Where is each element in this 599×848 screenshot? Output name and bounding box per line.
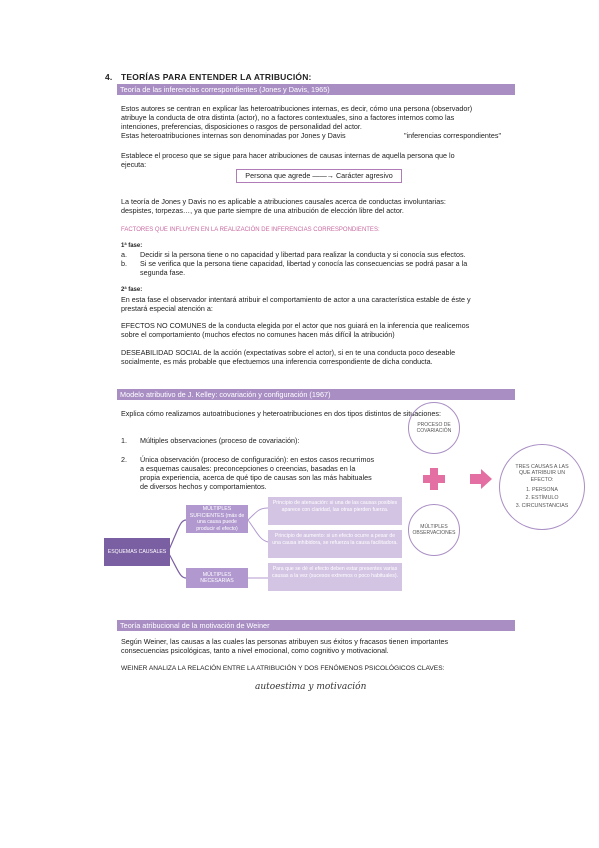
process-box: Persona que agrede ——→ Carácter agresivo xyxy=(236,169,402,183)
para1-line4: Estas heteroatribuciones internas son denominadas por Jones y Davis xyxy=(121,131,346,140)
weiner-para-line1: Según Weiner, las causas a las cuales las personas atribuyen sus éxitos y fracasos tienen importantes xyxy=(121,637,449,646)
section-bar-jones-davis: Teoría de las inferencias correspondientes (Jones y Davis, 1965) xyxy=(117,84,515,95)
effects-line1: EFECTOS NO COMUNES de la conducta elegida por el actor que nos guiará en la inferencia que realicemos xyxy=(121,321,470,330)
desirability-line2: socialmente, es más probable que efectuemos una inferencia correspondiente de dicha conducta. xyxy=(121,357,433,366)
factors-title: FACTORES QUE INFLUYEN EN LA REALIZACIÓN DE INFERENCIAS CORRESPONDIENTES: xyxy=(121,227,380,233)
kelley-item2-line1: Única observación (proceso de configuración): en estos casos recurrimos xyxy=(140,455,375,464)
weiner-para-line2: consecuencias psicológicas, tanto a nivel emocional, como cognitivo y motivacional. xyxy=(121,646,389,655)
kelley-item2-line4: de diversos hechos y comportamientos. xyxy=(140,482,267,491)
circle-three-causes xyxy=(499,444,585,530)
phase1-b-text1: Si se verifica que la persona tiene capacidad, libertad y conocía las consecuencias se podrá pasar a la xyxy=(140,259,468,268)
three-causes-item-2: 2. ESTÍMULO xyxy=(525,495,559,502)
circle-covariation xyxy=(408,402,460,454)
quote-text: "inferencias correspondientes" xyxy=(404,131,501,140)
schema-leaf-augmentation: Principio de aumento: si un efecto ocurre a pesar de una causa inhibidora, se refuerza la causa facilitadora. xyxy=(268,530,402,558)
circle-multiple-observations xyxy=(408,504,460,556)
schema-leaf-necessary: Para que se dé el efecto deben estar presentes varias causas a la vez (sucesos extremos o poco habituales). xyxy=(268,563,402,591)
para3-line2: despistes, torpezas…, ya que parte siempre de una atribución de elección libre del actor. xyxy=(121,206,404,215)
kelley-item2-line2: a esquemas causales: preconcepciones o creencias, basadas en la xyxy=(140,464,356,473)
section-number: 4. xyxy=(105,72,113,82)
phase1-b-text2: segunda fase. xyxy=(140,268,186,277)
plus-icon xyxy=(423,468,445,490)
phase1-a-mark: a. xyxy=(121,250,127,259)
circle-covariation-label: PROCESO DE COVARIACIÓN xyxy=(416,422,452,434)
para1-line1: Estos autores se centran en explicar las heteroatribuciones internas, es decir, cómo una persona (observador) xyxy=(121,104,473,113)
effects-line2: sobre el comportamiento (muchos efectos no comunes hacen más difícil la atribución) xyxy=(121,330,395,339)
circle-multiple-observations-label: MÚLTIPLES OBSERVACIONES xyxy=(412,524,456,536)
phase1-b-mark: b. xyxy=(121,259,127,268)
kelley-item2-line3: propia experiencia, acerca de qué tipo de causas son las más habituales xyxy=(140,473,372,482)
schema-leaf-attenuation: Principio de atenuación: si una de las causas posibles aparece con claridad, las otras pierden fuerza. xyxy=(268,497,402,525)
phase1-a-text: Decidir si la persona tiene o no capacidad y libertad para realizar la conducta y si conocía sus efectos. xyxy=(140,250,466,259)
schema-root: ESQUEMAS CAUSALES xyxy=(104,538,170,566)
desirability-line1: DESEABILIDAD SOCIAL de la acción (expectativas sobre el actor), si en te una conducta poco deseable xyxy=(121,348,456,357)
phase2-label: 2ª fase: xyxy=(121,287,143,293)
section-title: TEORÍAS PARA ENTENDER LA ATRIBUCIÓN: xyxy=(121,72,312,82)
weiner-caps: WEINER ANALIZA LA RELACIÓN ENTRE LA ATRIBUCIÓN Y DOS FENÓMENOS PSICOLÓGICOS CLAVES: xyxy=(121,665,445,672)
para2-line1: Establece el proceso que se sigue para hacer atribuciones de causas internas de aquella persona que lo xyxy=(121,151,455,160)
kelley-intro: Explica cómo realizamos autoatribuciones y heteroatribuciones en dos tipos distintos de situaciones: xyxy=(121,409,442,418)
handwritten-note: autoestima y motivación xyxy=(255,682,367,692)
three-causes-title: TRES CAUSAS A LAS QUE ATRIBUIR UN EFECTO: xyxy=(515,463,569,483)
schema-branch-necessary: MÚLTIPLES NECESARIAS xyxy=(186,568,248,588)
para3-line1: La teoría de Jones y Davis no es aplicable a atribuciones causales acerca de conductas involuntarias: xyxy=(121,197,446,206)
phase1-label: 1ª fase: xyxy=(121,243,143,249)
kelley-item1-text: Múltiples observaciones (proceso de covariación): xyxy=(140,436,300,445)
phase2-text2: prestará especial atención a: xyxy=(121,304,213,313)
section-bar-kelley: Modelo atributivo de J. Kelley: covariación y configuración (1967) xyxy=(117,389,515,400)
three-causes-item-1: 1. PERSONA xyxy=(526,487,558,494)
schema-branch-sufficient: MÚLTIPLES SUFICIENTES (más de una causa puede producir el efecto) xyxy=(186,505,248,533)
para1-line2: atribuye la conducta de otra distinta (actor), no a factores contextuales, sino a factores internos como las xyxy=(121,113,455,122)
section-bar-weiner: Teoría atribucional de la motivación de Weiner xyxy=(117,620,515,631)
arrow-right-icon xyxy=(470,469,492,489)
para2-line2: ejecuta: xyxy=(121,160,147,169)
kelley-item1-mark: 1. xyxy=(121,436,127,445)
kelley-item2-mark: 2. xyxy=(121,455,127,464)
three-causes-item-3: 3. CIRCUNSTANCIAS xyxy=(515,503,569,510)
phase2-text1: En esta fase el observador intentará atribuir el comportamiento de actor a una característica estable de éste y xyxy=(121,295,471,304)
para1-line3: intenciones, preferencias, disposiciones o rasgos de personalidad del actor. xyxy=(121,122,362,131)
